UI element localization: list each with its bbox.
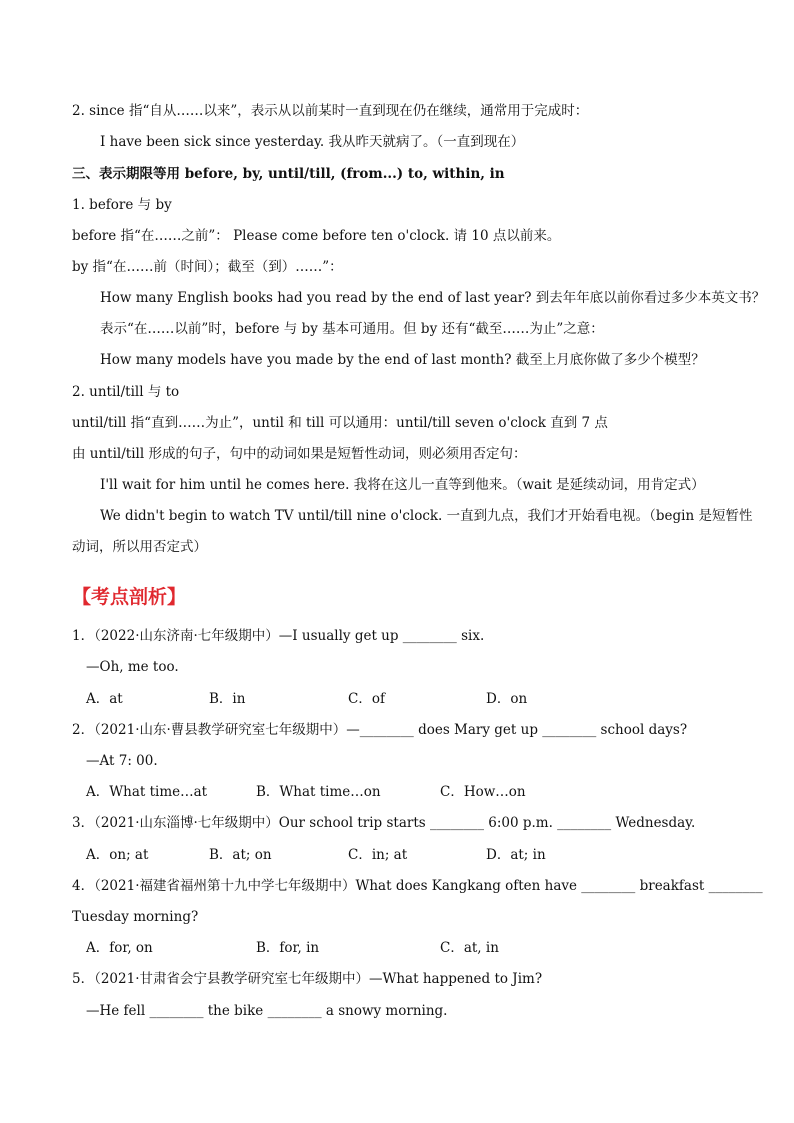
since-example: I have been sick since yesterday. 我从昨天就病了。（一直到现在） bbox=[100, 134, 525, 150]
question-3-option-d[interactable]: D．at; in bbox=[486, 847, 546, 863]
question-2-stem: 2．（2021·山东·曹县教学研究室七年级期中）—________ does Mary get up ________ school days? bbox=[72, 722, 688, 738]
section-title-analysis: 【考点剖析】 bbox=[72, 586, 187, 608]
question-3-stem: 3．（2021·山东淄博·七年级期中）Our school trip starts ________ 6:00 p.m. ________ Wednesday. bbox=[72, 815, 696, 831]
question-4-option-a[interactable]: A．for, on bbox=[86, 940, 153, 956]
by-explanation: by 指“在……前（时间）；截至（到）……”： bbox=[72, 259, 343, 275]
question-3-option-c[interactable]: C．in; at bbox=[348, 847, 408, 863]
question-4-option-c[interactable]: C．at, in bbox=[440, 940, 499, 956]
question-1-option-c[interactable]: C．of bbox=[348, 691, 385, 707]
subheading-before-by: 1. before 与 by bbox=[72, 197, 172, 213]
question-4-stem-cont: Tuesday morning? bbox=[72, 909, 199, 925]
by-example-1: How many English books had you read by the end of last year? 到去年年底以前你看过多少本英文书？ bbox=[100, 290, 766, 306]
before-by-note: 表示“在……以前”时，before 与 by 基本可通用。但 by 还有“截至……为止”之意： bbox=[100, 321, 604, 337]
before-explanation: before 指“在……之前”： Please come before ten o'clock. 请 10 点以前来。 bbox=[72, 228, 561, 244]
until-example-2: We didn't begin to watch TV until/till nine o'clock. 一直到九点，我们才开始看电视。（begin 是短暂性 bbox=[100, 508, 753, 524]
question-1-option-a[interactable]: A．at bbox=[86, 691, 123, 707]
grammar-point-2-since: 2. since 指“自从……以来”，表示从以前某时一直到现在仍在继续，通常用于完成时： bbox=[72, 103, 589, 119]
subheading-until-to: 2. until/till 与 to bbox=[72, 384, 180, 400]
section-3-heading: 三、表示期限等用 before, by, until/till, (from...) to, within, in bbox=[72, 166, 505, 182]
question-1-option-b[interactable]: B．in bbox=[209, 691, 246, 707]
question-2-option-c[interactable]: C．How…on bbox=[440, 784, 526, 800]
question-1-option-d[interactable]: D．on bbox=[486, 691, 528, 707]
question-3-option-b[interactable]: B．at; on bbox=[209, 847, 272, 863]
question-2-reply: —At 7: 00. bbox=[86, 753, 158, 769]
until-rule: 由 until/till 形成的句子，句中的动词如果是短暂性动词，则必须用否定句： bbox=[72, 446, 527, 462]
question-4-stem: 4．（2021·福建省福州第十九中学七年级期中）What does Kangkang often have ________ breakfast ________ bbox=[72, 878, 763, 894]
by-example-2: How many models have you made by the end of last month? 截至上月底你做了多少个模型？ bbox=[100, 352, 705, 368]
until-example-1: I'll wait for him until he comes here. 我将在这儿一直等到他来。（wait 是延续动词，用肯定式） bbox=[100, 477, 705, 493]
until-example-2-cont: 动词，所以用否定式） bbox=[72, 539, 207, 555]
question-1-stem: 1．（2022·山东济南·七年级期中）—I usually get up ________ six. bbox=[72, 628, 485, 644]
until-explanation: until/till 指“直到……为止”，until 和 till 可以通用：until/till seven o'clock 直到 7 点 bbox=[72, 415, 608, 431]
question-4-option-b[interactable]: B．for, in bbox=[256, 940, 320, 956]
question-5-reply: —He fell ________ the bike ________ a snowy morning. bbox=[86, 1003, 448, 1019]
question-1-reply: —Oh, me too. bbox=[86, 659, 179, 675]
question-3-option-a[interactable]: A．on; at bbox=[86, 847, 149, 863]
question-2-option-a[interactable]: A．What time…at bbox=[86, 784, 208, 800]
question-2-option-b[interactable]: B．What time…on bbox=[256, 784, 381, 800]
question-5-stem: 5．（2021·甘肃省会宁县教学研究室七年级期中）—What happened to Jim? bbox=[72, 971, 543, 987]
